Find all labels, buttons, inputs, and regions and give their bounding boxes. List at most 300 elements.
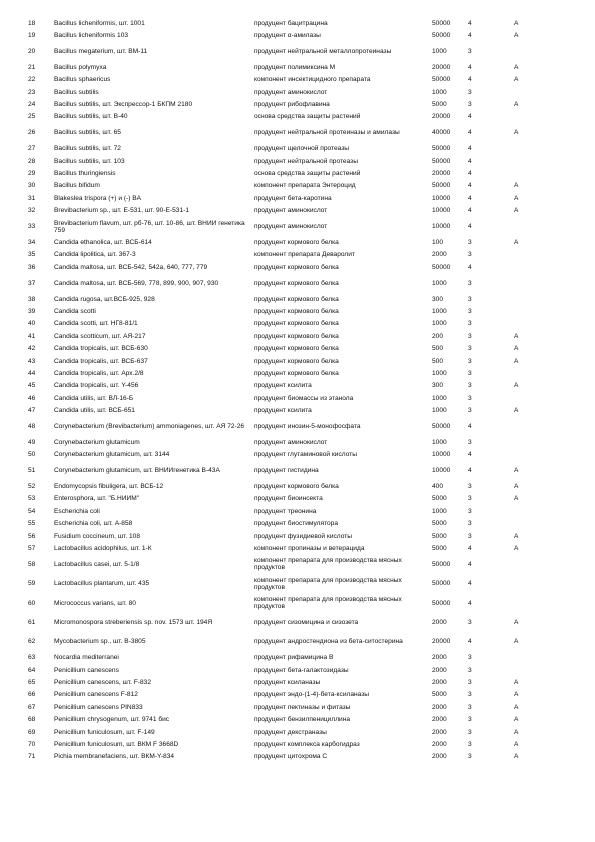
- table-row: [28, 112, 568, 124]
- strain-purpose: продуцент кормового белка: [254, 332, 339, 340]
- strain-purpose: компонент препарата для производства мясных продуктов: [254, 576, 402, 591]
- volume-value: 10000: [432, 467, 451, 475]
- category-value: 3: [468, 654, 472, 662]
- category-value: 4: [468, 145, 472, 153]
- volume-value: 2000: [432, 741, 447, 749]
- class-value: A: [514, 129, 519, 137]
- row-number: 35: [28, 251, 36, 259]
- strain-name: Candida rugosa, шт.ВСБ-925, 928: [54, 295, 155, 303]
- volume-value: 300: [432, 295, 444, 303]
- strain-name: Escherichia coli, шт. А-858: [54, 520, 133, 528]
- table-row: [28, 381, 568, 393]
- strain-name: Candida ethanolica, шт. ВСБ-614: [54, 238, 152, 246]
- strain-purpose: продуцент кормового белка: [254, 345, 339, 353]
- class-value: A: [514, 619, 519, 627]
- strain-purpose: продуцент кормового белка: [254, 238, 339, 246]
- strain-purpose: продуцент бета-галактозидазы: [254, 666, 349, 674]
- strain-purpose: основа средства защиты растений: [254, 113, 361, 121]
- strain-purpose: продуцент нейтральной протеиназы и амилазы: [254, 129, 400, 137]
- strain-name: Brevibacterium flavum, шт. рб-76, шт. 10-86, шт. ВНИИ генетика 759: [54, 219, 245, 234]
- strain-name: Enterosphora, шт. "Б.НИИМ": [54, 495, 140, 503]
- category-value: 3: [468, 520, 472, 528]
- strain-purpose: продуцент щелочной протеазы: [254, 145, 349, 153]
- volume-value: 1000: [432, 394, 447, 402]
- category-value: 4: [468, 263, 472, 271]
- strain-purpose: продуцент андростендиона из бета-ситостерина: [254, 638, 403, 646]
- category-value: 4: [468, 422, 472, 430]
- strain-purpose: компонент препарата для производства мясных продуктов: [254, 557, 402, 572]
- strain-purpose: продуцент аминокислот: [254, 88, 328, 96]
- volume-value: 50000: [432, 145, 451, 153]
- volume-value: 40000: [432, 129, 451, 137]
- strain-name: Lactobacillus plantarum, шт. 435: [54, 580, 150, 588]
- class-value: A: [514, 716, 519, 724]
- strain-name: Corynebacterium glutamicum, шт. ВНИИгенетика В-43А: [54, 467, 220, 475]
- strain-name: Blakeslea trispora (+) и (-) BA: [54, 194, 142, 202]
- strain-name: Candida scotti: [54, 307, 96, 315]
- volume-value: 1000: [432, 48, 447, 56]
- category-value: 4: [468, 129, 472, 137]
- category-value: 3: [468, 295, 472, 303]
- category-value: 3: [468, 753, 472, 761]
- class-value: A: [514, 101, 519, 109]
- class-value: A: [514, 679, 519, 687]
- volume-value: 200: [432, 332, 444, 340]
- table-row: [28, 156, 568, 168]
- strain-name: Bacillus subtilis, шт. B-40: [54, 113, 128, 121]
- category-value: 4: [468, 451, 472, 459]
- row-number: 67: [28, 703, 36, 711]
- volume-value: 1000: [432, 407, 447, 415]
- strain-name: Candida tropicalis, шт. Y-456: [54, 382, 139, 390]
- strain-purpose: продуцент аминокислот: [254, 438, 328, 446]
- category-value: 4: [468, 19, 472, 27]
- category-value: 3: [468, 251, 472, 259]
- class-value: A: [514, 407, 519, 415]
- table-row: [28, 356, 568, 368]
- volume-value: 2000: [432, 251, 447, 259]
- table-row: [28, 237, 568, 249]
- strain-purpose: компонент пропиназы и ветерацида: [254, 544, 365, 552]
- strain-purpose: продуцент пектиназы и фитазы: [254, 703, 351, 711]
- category-value: 3: [468, 691, 472, 699]
- row-number: 57: [28, 544, 36, 552]
- strain-purpose: продуцент декстраназы: [254, 728, 327, 736]
- category-value: 3: [468, 619, 472, 627]
- strain-purpose: продуцент ксиланазы: [254, 679, 321, 687]
- strain-purpose: продуцент кормового белка: [254, 357, 339, 365]
- class-value: [514, 168, 568, 180]
- volume-value: 5000: [432, 520, 447, 528]
- strain-purpose: продуцент биоинсекта: [254, 495, 323, 503]
- row-number: 25: [28, 113, 36, 121]
- volume-value: 2000: [432, 728, 447, 736]
- class-value: [514, 418, 568, 437]
- class-value: [514, 294, 568, 306]
- class-value: A: [514, 63, 519, 71]
- category-value: 3: [468, 438, 472, 446]
- table-row: [28, 193, 568, 205]
- volume-value: 50000: [432, 182, 451, 190]
- category-value: 3: [468, 320, 472, 328]
- volume-value: 50000: [432, 560, 451, 568]
- volume-value: 5000: [432, 532, 447, 540]
- category-value: 3: [468, 101, 472, 109]
- class-value: [514, 156, 568, 168]
- row-number: 20: [28, 48, 36, 56]
- category-value: 4: [468, 207, 472, 215]
- class-value: A: [514, 332, 519, 340]
- category-value: 3: [468, 307, 472, 315]
- row-number: 21: [28, 63, 36, 71]
- class-value: A: [514, 345, 519, 353]
- table-row: [28, 168, 568, 180]
- strain-name: Corynebacterium (Brevibacterium) ammoniagenes, шт. АЯ 72-26: [54, 422, 245, 430]
- table-row: [28, 556, 568, 575]
- table-row: [28, 575, 568, 594]
- strain-name: Escherichia coli: [54, 507, 100, 515]
- class-value: A: [514, 703, 519, 711]
- category-value: 3: [468, 483, 472, 491]
- table-row: [28, 462, 568, 481]
- category-value: 3: [468, 279, 472, 287]
- class-value: [514, 368, 568, 380]
- volume-value: 5000: [432, 495, 447, 503]
- table-row: [28, 43, 568, 62]
- volume-value: 10000: [432, 194, 451, 202]
- class-value: [514, 506, 568, 518]
- table-row: [28, 481, 568, 493]
- row-number: 49: [28, 438, 36, 446]
- table-row: [28, 494, 568, 506]
- volume-value: 1000: [432, 438, 447, 446]
- strain-purpose: продуцент ксилита: [254, 407, 312, 415]
- volume-value: 50000: [432, 580, 451, 588]
- row-number: 46: [28, 394, 36, 402]
- class-value: [514, 450, 568, 462]
- strain-purpose: продуцент фузидиевой кислоты: [254, 532, 352, 540]
- strain-name: Bacillus subtilis, шт. 103: [54, 157, 125, 165]
- strain-name: Candida tropicalis, шт. ВСБ-637: [54, 357, 148, 365]
- category-value: 4: [468, 560, 472, 568]
- class-value: [514, 594, 568, 613]
- strain-name: Mycobacterium sp., шт. В-3805: [54, 638, 146, 646]
- strain-name: Fusidium coccineum, шт. 108: [54, 532, 141, 540]
- table-row: [28, 594, 568, 613]
- class-value: A: [514, 207, 519, 215]
- strain-name: Lactobacillus acidophilus, шт. 1-К: [54, 544, 152, 552]
- strain-purpose: продуцент кормового белка: [254, 263, 339, 271]
- class-value: A: [514, 483, 519, 491]
- category-value: 4: [468, 599, 472, 607]
- table-row: [28, 531, 568, 543]
- strain-purpose: продуцент треонина: [254, 507, 317, 515]
- strain-table: [28, 18, 568, 764]
- volume-value: 10000: [432, 451, 451, 459]
- row-number: 30: [28, 182, 36, 190]
- row-number: 61: [28, 619, 36, 627]
- strain-name: Candida lipolitica, шт. 367-3: [54, 251, 136, 259]
- volume-value: 10000: [432, 207, 451, 215]
- class-value: A: [514, 19, 519, 27]
- strain-purpose: продуцент аминокислот: [254, 223, 328, 231]
- row-number: 29: [28, 170, 36, 178]
- row-number: 42: [28, 345, 36, 353]
- strain-purpose: продуцент полимиксина М: [254, 63, 336, 71]
- row-number: 64: [28, 666, 36, 674]
- strain-table-body: [28, 18, 568, 764]
- strain-purpose: продуцент глутаминовой кислоты: [254, 451, 357, 459]
- row-number: 47: [28, 407, 36, 415]
- strain-name: Candida maltosa, шт. ВСБ-569, 778, 899, 900, 907, 930: [54, 279, 219, 287]
- class-value: A: [514, 467, 519, 475]
- category-value: 3: [468, 88, 472, 96]
- volume-value: 500: [432, 345, 444, 353]
- volume-value: 20000: [432, 63, 451, 71]
- row-number: 58: [28, 560, 36, 568]
- strain-name: Candida maltosa, шт. ВСБ-542, 542а, 640, 777, 779: [54, 263, 208, 271]
- table-row: [28, 250, 568, 262]
- table-row: [28, 331, 568, 343]
- category-value: 3: [468, 407, 472, 415]
- strain-purpose: продуцент ксилита: [254, 382, 312, 390]
- category-value: 3: [468, 532, 472, 540]
- row-number: 52: [28, 483, 36, 491]
- class-value: [514, 556, 568, 575]
- row-number: 59: [28, 580, 36, 588]
- strain-name: Nocardia mediterranei: [54, 654, 119, 662]
- table-row: [28, 702, 568, 714]
- table-row: [28, 218, 568, 237]
- row-number: 24: [28, 101, 36, 109]
- strain-purpose: продуцент кормового белка: [254, 307, 339, 315]
- strain-name: Bacillus licheniformis 103: [54, 32, 129, 40]
- strain-name: Bacillus sphaericus: [54, 76, 111, 84]
- strain-name: Penicillium canescens, шт. F-832: [54, 679, 151, 687]
- volume-value: 2000: [432, 619, 447, 627]
- row-number: 62: [28, 638, 36, 646]
- volume-value: 5000: [432, 544, 447, 552]
- row-number: 41: [28, 332, 36, 340]
- strain-name: Penicillium canescens PIN833: [54, 703, 143, 711]
- strain-purpose: компонент препарата Деваролит: [254, 251, 355, 259]
- row-number: 27: [28, 145, 36, 153]
- category-value: 3: [468, 495, 472, 503]
- volume-value: 300: [432, 382, 444, 390]
- table-row: [28, 677, 568, 689]
- class-value: [514, 43, 568, 62]
- strain-purpose: продуцент бензилпенициллина: [254, 716, 351, 724]
- class-value: [514, 665, 568, 677]
- category-value: 3: [468, 679, 472, 687]
- category-value: 3: [468, 666, 472, 674]
- strain-name: Bacillus subtilis: [54, 88, 99, 96]
- row-number: 68: [28, 716, 36, 724]
- category-value: 3: [468, 728, 472, 736]
- strain-purpose: продуцент кормового белка: [254, 279, 339, 287]
- volume-value: 400: [432, 483, 444, 491]
- category-value: 4: [468, 32, 472, 40]
- strain-purpose: продуцент аминокислот: [254, 207, 328, 215]
- table-row: [28, 614, 568, 633]
- strain-name: Bacillus thuringiensis: [54, 170, 116, 178]
- strain-purpose: продуцент рибофлавина: [254, 101, 330, 109]
- class-value: [514, 262, 568, 274]
- strain-name: Endomycopsis fibuligera, шт. ВСБ-12: [54, 483, 164, 491]
- table-row: [28, 205, 568, 217]
- row-number: 26: [28, 129, 36, 137]
- row-number: 54: [28, 507, 36, 515]
- class-value: [514, 112, 568, 124]
- strain-name: Penicillium canescens F-812: [54, 691, 138, 699]
- table-row: [28, 144, 568, 156]
- table-row: [28, 633, 568, 652]
- strain-purpose: продуцент рифамицина В: [254, 654, 334, 662]
- row-number: 71: [28, 753, 36, 761]
- row-number: 63: [28, 654, 36, 662]
- table-row: [28, 319, 568, 331]
- table-row: [28, 262, 568, 274]
- strain-purpose: продуцент нейтральной протеазы: [254, 157, 358, 165]
- row-number: 44: [28, 369, 36, 377]
- category-value: 4: [468, 580, 472, 588]
- table-row: [28, 437, 568, 449]
- volume-value: 50000: [432, 157, 451, 165]
- row-number: 50: [28, 451, 36, 459]
- strain-name: Corynebacterium glutamicum: [54, 438, 140, 446]
- strain-name: Micromonospora streberiensis sp. nov. 1573 шт. 194Я: [54, 619, 213, 627]
- row-number: 32: [28, 207, 36, 215]
- strain-name: Candida scotti, шт. НГ8-81/1: [54, 320, 138, 328]
- volume-value: 5000: [432, 101, 447, 109]
- category-value: 4: [468, 223, 472, 231]
- table-row: [28, 752, 568, 764]
- class-value: [514, 144, 568, 156]
- class-value: A: [514, 495, 519, 503]
- category-value: 4: [468, 157, 472, 165]
- strain-purpose: продуцент цитохрома С: [254, 753, 328, 761]
- strain-purpose: продуцент кормового белка: [254, 295, 339, 303]
- strain-name: Bacillus bifidum: [54, 182, 100, 190]
- class-value: A: [514, 544, 519, 552]
- strain-purpose: продуцент гистидина: [254, 467, 319, 475]
- table-row: [28, 306, 568, 318]
- class-value: [514, 653, 568, 665]
- row-number: 39: [28, 307, 36, 315]
- class-value: A: [514, 194, 519, 202]
- table-row: [28, 87, 568, 99]
- category-value: 4: [468, 182, 472, 190]
- table-row: [28, 75, 568, 87]
- row-number: 34: [28, 238, 36, 246]
- volume-value: 20000: [432, 170, 451, 178]
- table-row: [28, 665, 568, 677]
- row-number: 60: [28, 599, 36, 607]
- strain-purpose: продуцент комплекса карбогидраз: [254, 741, 360, 749]
- volume-value: 2000: [432, 654, 447, 662]
- category-value: 3: [468, 345, 472, 353]
- volume-value: 5000: [432, 691, 447, 699]
- volume-value: 2000: [432, 753, 447, 761]
- class-value: A: [514, 741, 519, 749]
- row-number: 45: [28, 382, 36, 390]
- category-value: 3: [468, 332, 472, 340]
- row-number: 18: [28, 19, 36, 27]
- category-value: 3: [468, 48, 472, 56]
- strain-name: Penicillium funiculosum, шт. ВКМ F 3668D: [54, 741, 179, 749]
- table-row: [28, 418, 568, 437]
- strain-name: Bacillus licheniformis, шт. 1001: [54, 19, 145, 27]
- class-value: [514, 518, 568, 530]
- strain-name: Penicillium funiculosum, шт. F-149: [54, 728, 155, 736]
- category-value: 3: [468, 369, 472, 377]
- class-value: [514, 306, 568, 318]
- table-row: [28, 690, 568, 702]
- class-value: A: [514, 76, 519, 84]
- category-value: 4: [468, 76, 472, 84]
- class-value: [514, 319, 568, 331]
- table-row: [28, 30, 568, 42]
- row-number: 23: [28, 88, 36, 96]
- table-row: [28, 62, 568, 74]
- row-number: 43: [28, 357, 36, 365]
- strain-name: Bacillus megaterium, шт. ВМ-11: [54, 48, 148, 56]
- class-value: [514, 437, 568, 449]
- class-value: [514, 87, 568, 99]
- volume-value: 1000: [432, 307, 447, 315]
- strain-purpose: продуцент α-амилазы: [254, 32, 321, 40]
- row-number: 53: [28, 495, 36, 503]
- strain-name: Bacillus polymyxa: [54, 63, 107, 71]
- table-row: [28, 739, 568, 751]
- volume-value: 2000: [432, 666, 447, 674]
- strain-purpose: продуцент сизомицина и сизозета: [254, 619, 359, 627]
- class-value: [514, 393, 568, 405]
- table-row: [28, 274, 568, 293]
- strain-purpose: компонент препарата для производства мясных продуктов: [254, 596, 402, 611]
- strain-name: Bacillus subtilis, шт. 72: [54, 145, 121, 153]
- volume-value: 20000: [432, 113, 451, 121]
- category-value: 4: [468, 467, 472, 475]
- table-row: [28, 393, 568, 405]
- table-row: [28, 405, 568, 417]
- class-value: A: [514, 357, 519, 365]
- category-value: 3: [468, 741, 472, 749]
- row-number: 36: [28, 263, 36, 271]
- row-number: 51: [28, 467, 36, 475]
- table-row: [28, 653, 568, 665]
- row-number: 22: [28, 76, 36, 84]
- table-row: [28, 518, 568, 530]
- volume-value: 50000: [432, 422, 451, 430]
- row-number: 37: [28, 279, 36, 287]
- table-row: [28, 450, 568, 462]
- document-page: [28, 18, 568, 764]
- volume-value: 1000: [432, 507, 447, 515]
- table-row: [28, 343, 568, 355]
- volume-value: 10000: [432, 223, 451, 231]
- strain-purpose: продуцент бацитрацина: [254, 19, 328, 27]
- category-value: 3: [468, 507, 472, 515]
- table-row: [28, 543, 568, 555]
- class-value: A: [514, 532, 519, 540]
- category-value: 3: [468, 394, 472, 402]
- category-value: 3: [468, 382, 472, 390]
- strain-name: Bacillus subtilis, шт. Экспрессор-1 БКПМ 2180: [54, 101, 193, 109]
- strain-name: Brevibacterium sp., шт. Е-531, шт. 90-Е-531-1: [54, 207, 189, 215]
- volume-value: 100: [432, 238, 444, 246]
- strain-purpose: продуцент кормового белка: [254, 369, 339, 377]
